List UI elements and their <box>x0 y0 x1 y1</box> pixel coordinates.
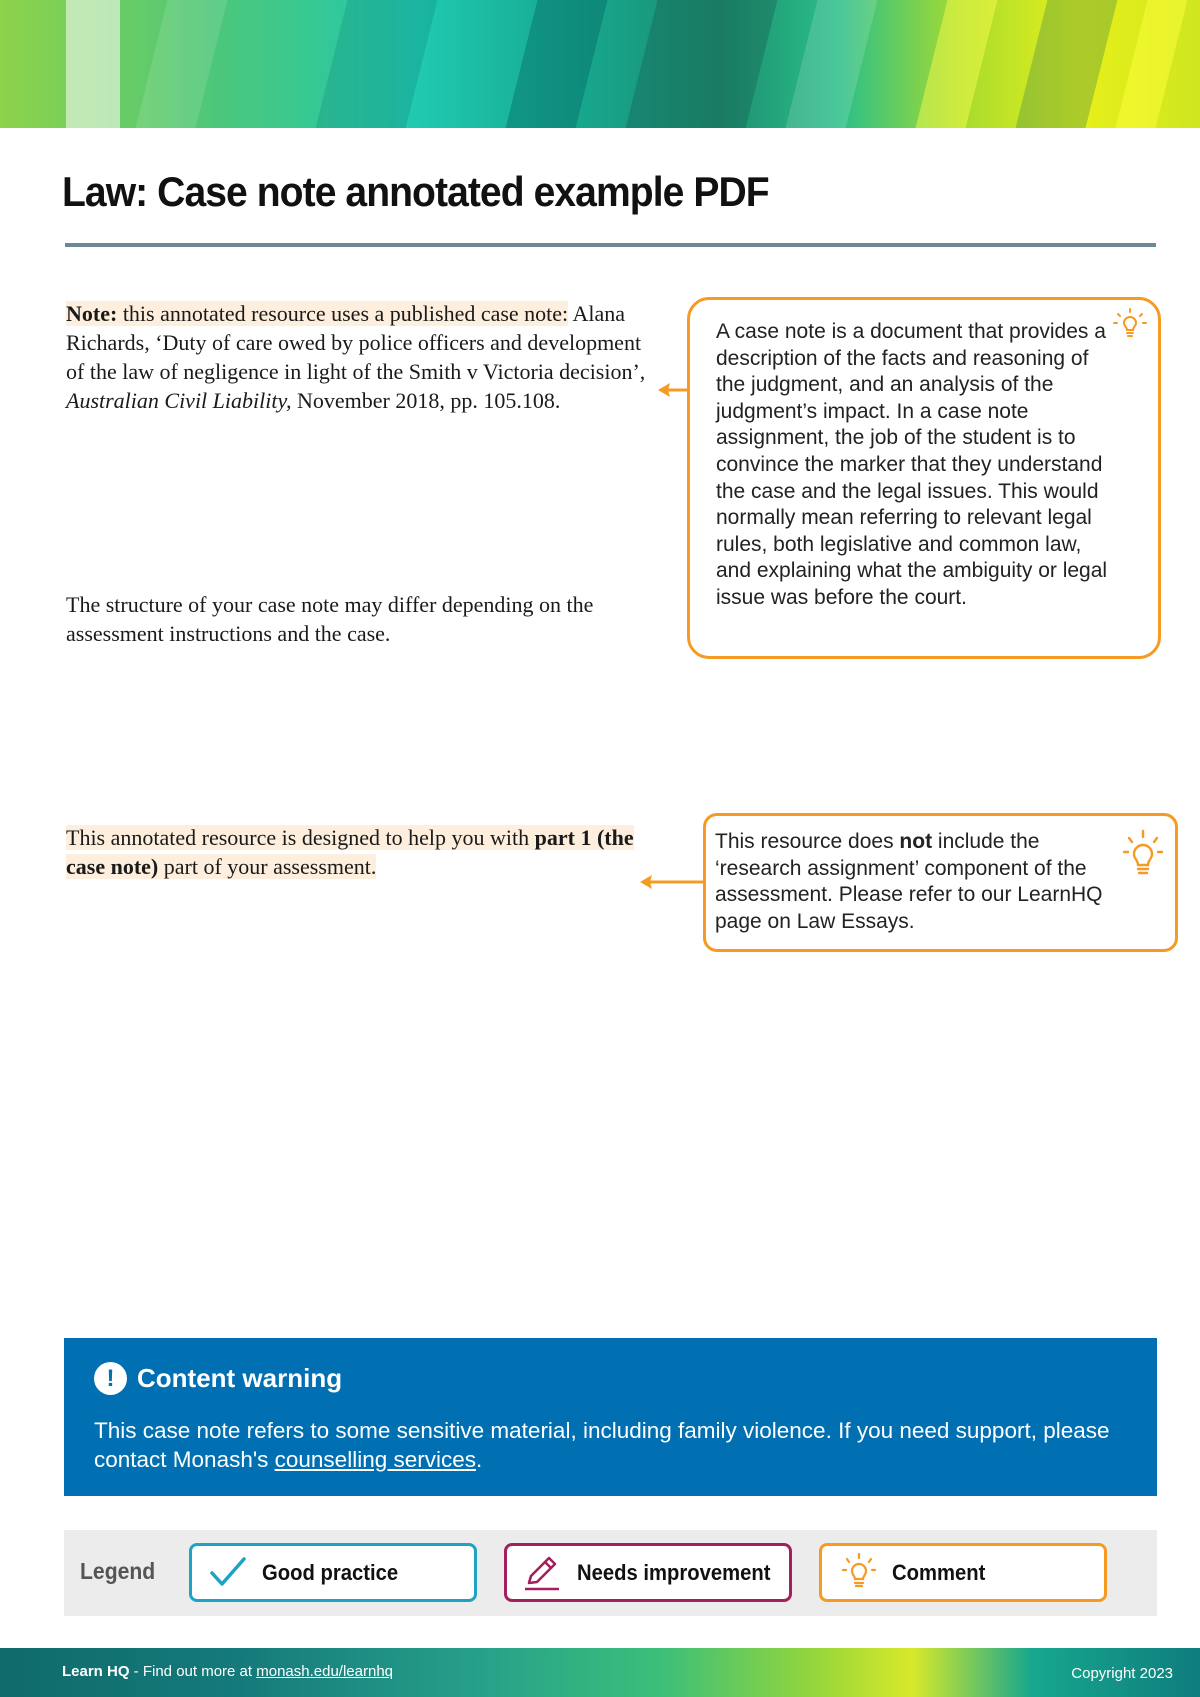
legend-item-label: Needs improvement <box>577 1559 771 1585</box>
warning-text-before: This case note refers to some sensitive material, including family violence. If you need support, please contact Monash's <box>94 1418 1110 1472</box>
comment-callout <box>703 813 1178 952</box>
note-text: this annotated resource uses a published case note: <box>117 301 569 326</box>
part-bold: part 1 (the case note) <box>66 825 634 879</box>
comment-callout <box>687 297 1161 659</box>
callout-text-after: include the ‘research assignment’ component of the assessment. Please refer to our LearnHQ page on Law Essays. <box>715 830 1103 933</box>
banner-stripe <box>308 0 443 128</box>
note-highlight <box>66 301 568 326</box>
lightbulb-icon <box>1123 828 1163 882</box>
legend-item-label: Comment <box>892 1559 986 1585</box>
citation-text: Alana Richards, ‘Duty of care owed by police officers and development of the law of negligence in light of the Smith v Victoria decision’, <box>66 301 646 384</box>
content-warning-header <box>94 1362 342 1395</box>
banner-stripe <box>908 0 1003 128</box>
legend-good-practice <box>189 1543 477 1602</box>
banner-stripe <box>498 0 613 128</box>
citation-journal: Australian Civil Liability, <box>66 388 292 413</box>
legend-comment <box>819 1543 1107 1602</box>
callout-bold: not <box>899 830 933 853</box>
banner-stripe <box>778 0 883 128</box>
title-divider <box>65 243 1156 247</box>
citation-end: November 2018, pp. 105.108. <box>291 388 561 413</box>
legend <box>64 1530 1157 1616</box>
warning-text-after: . <box>476 1447 483 1472</box>
counselling-services-link[interactable]: counselling services <box>274 1447 476 1472</box>
structure-paragraph: The structure of your case note may differ depending on the assessment instructions and the case. <box>66 592 594 646</box>
note-label: Note: <box>66 301 118 326</box>
footer-brand: Learn HQ <box>62 1663 130 1680</box>
content-warning-title: Content warning <box>137 1363 343 1393</box>
learnhq-link[interactable]: monash.edu/learnhq <box>256 1663 393 1680</box>
content-warning-text <box>94 1416 1134 1474</box>
banner-stripe <box>1108 0 1193 128</box>
note-paragraph <box>66 299 646 415</box>
legend-needs-improvement <box>504 1543 792 1602</box>
header-banner <box>0 0 1200 128</box>
content-warning-box <box>64 1338 1157 1496</box>
callout-text-before: This resource does <box>715 830 900 853</box>
lightbulb-icon <box>836 1553 882 1593</box>
footer <box>0 1648 1200 1697</box>
footer-copyright: Copyright 2023 <box>1071 1665 1173 1682</box>
exclamation-icon: ! <box>94 1362 127 1395</box>
legend-label: Legend <box>80 1558 156 1584</box>
footer-info <box>62 1663 393 1680</box>
callout-text: A case note is a document that provides a description of the facts and reasoning of the judgment, and an analysis of the judgment’s impact. In a case note assignment, the job of the student is to convince the marker that they understand the case and the legal issues. This would normally mean referring to relevant legal rules, both legislative and common law, and explaining what the ambiguity or legal issue was before the court. <box>716 320 1108 609</box>
banner-stripe <box>618 0 783 128</box>
page-title: Law: Case note annotated example PDF <box>62 168 769 215</box>
footer-text: - Find out more at <box>129 1663 257 1680</box>
legend-item-label: Good practice <box>262 1559 399 1585</box>
pencil-icon <box>521 1553 567 1593</box>
banner-stripe <box>1008 0 1123 128</box>
logo-strip <box>66 0 120 128</box>
part-text-after: part of your assessment. <box>158 854 377 879</box>
lightbulb-icon <box>1112 306 1148 342</box>
part-paragraph <box>66 823 646 881</box>
part-highlight <box>66 825 634 879</box>
part-text-before: This annotated resource is designed to help you with <box>66 825 535 850</box>
checkmark-icon <box>206 1553 252 1593</box>
callout-text <box>715 829 1117 935</box>
banner-stripe <box>128 0 233 128</box>
callout-arrow <box>640 872 706 892</box>
